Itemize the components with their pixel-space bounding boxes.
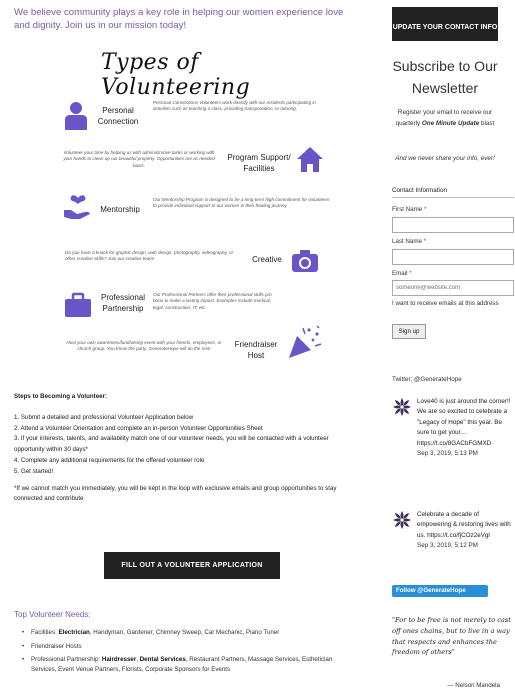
needs-facilities-bold: Electrician	[58, 629, 90, 636]
volunteer-needs-list	[22, 628, 357, 678]
volunteer-steps	[14, 392, 359, 505]
desc-personal-connection: Personal Connections Volunteers work directly with our residents participating in activities such as teaching a class, providing transportation, or tutoring.	[153, 100, 316, 112]
label-creative: Creative	[252, 255, 282, 264]
infographic-title: Types of Volunteering	[101, 50, 251, 100]
volunteer-application-button[interactable]: FILL OUT A VOLUNTEER APPLICATION	[104, 552, 280, 579]
contact-info-heading: Contact Information	[392, 187, 514, 198]
camera-icon	[290, 246, 320, 276]
email-label-text: Email	[392, 270, 408, 277]
twitter-heading: Twitter: @GenerateHope	[392, 376, 462, 383]
required-mark: *	[424, 206, 427, 213]
desc-program-support: Volunteer your time by helping us with administrative tasks or working with your hands to clean up our beautiful property. Opportunities are as needed basis.	[63, 150, 215, 168]
last-name-field[interactable]	[392, 249, 514, 265]
email-field[interactable]	[392, 280, 514, 296]
person-icon	[61, 100, 91, 130]
party-popper-icon	[287, 324, 323, 360]
needs-professional-sep: ,	[136, 656, 140, 664]
last-name-label-text: Last Name	[392, 238, 422, 245]
list-item	[22, 642, 357, 652]
email-optin-text: I want to receive emails at this address	[392, 300, 499, 307]
needs-professional-bold1: Hairdresser	[101, 656, 137, 664]
needs-facilities-rest: , Handyman, Gardener, Chimney Sweep, Car Mechanic, Piano Tuner	[89, 629, 280, 636]
volunteer-needs-heading: Top Volunteer Needs:	[14, 610, 91, 619]
step-item: 2. Attend a Volunteer Orientation and complete an in-person Volunteer Opportunities Sheet	[14, 424, 263, 432]
step-item: 3. If your interests, talents, and availability match one of our volunteer needs, you will be contacted with a volunteer opportunity within 30 days*	[14, 435, 329, 454]
desc-creative: Do you have a knack for graphic design, web design, photography, videography, or other creative skills? Join our creative team!	[65, 250, 234, 262]
desc-friendraiser: Host your own awareness/fundraising event with your friends, employees, or church group. You throw the party, GenerateHope will do the rest!	[66, 340, 222, 352]
tweet-timestamp[interactable]: Sep 3, 2019, 5:13 PM	[417, 450, 478, 458]
volunteering-infographic	[55, 42, 330, 372]
tweet-text: Love40 is just around the corner!! We are so excited to celebrate a "Legacy of Hope" this year. Be sure to get your… https://t.co/8GACbFGMXD	[417, 398, 511, 447]
newsletter-text-pre: Register your email to receive our quarterly	[395, 109, 493, 127]
newsletter-privacy: And we never share your info, ever!	[395, 155, 495, 162]
briefcase-icon	[63, 290, 93, 320]
intro-text: We believe community plays a key role in helping our women experience love and dignity. Join us in our mission today!	[14, 7, 344, 31]
desc-mentorship: Our Mentorship Program is designed to be a long-term high commitment for volunteers to provide individual support to our women in their healing journey.	[153, 197, 330, 209]
list-item	[22, 628, 357, 638]
list-item	[22, 655, 357, 674]
needs-professional-prefix: Professional Partnership:	[31, 656, 102, 664]
last-name-label	[392, 238, 426, 245]
tweet-text: Celebrate a decade of empowering & restoring lives with us. https://t.co/fjCOz2eVgl	[417, 511, 511, 539]
tweet-timestamp[interactable]: Sep 3, 2019, 5:12 PM	[417, 542, 478, 550]
newsletter-title: Subscribe to Our Newsletter	[392, 58, 498, 96]
step-item: 4. Complete any additional requirements for the offered volunteer role	[14, 456, 205, 464]
needs-professional-bold2: Dental Services	[139, 656, 186, 664]
twitter-follow-button[interactable]: Follow @GenerateHope	[392, 585, 488, 597]
desc-professional-partnership: Our Professional Partners offer their professional skills pro bono to make a lasting impact. Examples include medical, legal, construction, IT, etc.	[153, 292, 272, 310]
newsletter-text-post: blast	[479, 119, 495, 127]
email-label	[392, 270, 412, 277]
update-contact-info-button[interactable]: UPDATE YOUR CONTACT INFO	[392, 7, 498, 41]
first-name-label	[392, 206, 426, 213]
generatehope-logo-icon	[392, 397, 412, 417]
required-mark: *	[409, 270, 412, 277]
label-friendraiser-host: Friendraiser Host	[234, 340, 278, 360]
quote-author: — Nelson Mandela	[447, 682, 500, 689]
quote-text: "For to be free is not merely to cast off ones chains, but to live in a way that respects and enhances the freedom of others"	[392, 616, 511, 657]
steps-note: *If we cannot match you immediately, you will be kept in the loop with exclusive emails and group opportunities to stay connected and contribute	[14, 484, 337, 503]
newsletter-text	[392, 108, 498, 129]
step-item: 1. Submit a detailed and professional Volunteer Application below	[14, 413, 194, 421]
generatehope-logo-icon	[392, 510, 412, 530]
first-name-field[interactable]	[392, 217, 514, 233]
first-name-label-text: First Name	[392, 206, 423, 213]
newsletter-text-bold: One Minute Update	[421, 119, 480, 127]
needs-professional-rest: , Restaurant Partners, Massage Services, Esthetician Services, Event Venue Partners, Florists, Corporate Sponsors for Events	[31, 656, 333, 673]
label-personal-connection: Personal Connection	[97, 106, 139, 126]
needs-facilities-prefix: Facilities:	[31, 629, 59, 636]
signup-button[interactable]: Sign up	[392, 324, 426, 339]
required-mark: *	[423, 238, 427, 245]
label-program-support: Program Support/ Facilities	[227, 153, 291, 173]
steps-heading: Steps to Becoming a Volunteer:	[14, 393, 108, 400]
label-professional-partnership: Professional Partnership	[100, 293, 146, 313]
needs-friendraiser: Friendraiser Hosts	[31, 642, 82, 650]
house-icon	[295, 144, 325, 174]
step-item: 5. Get started!	[14, 467, 54, 475]
hand-heart-icon	[63, 192, 93, 222]
label-mentorship: Mentorship	[100, 205, 140, 214]
